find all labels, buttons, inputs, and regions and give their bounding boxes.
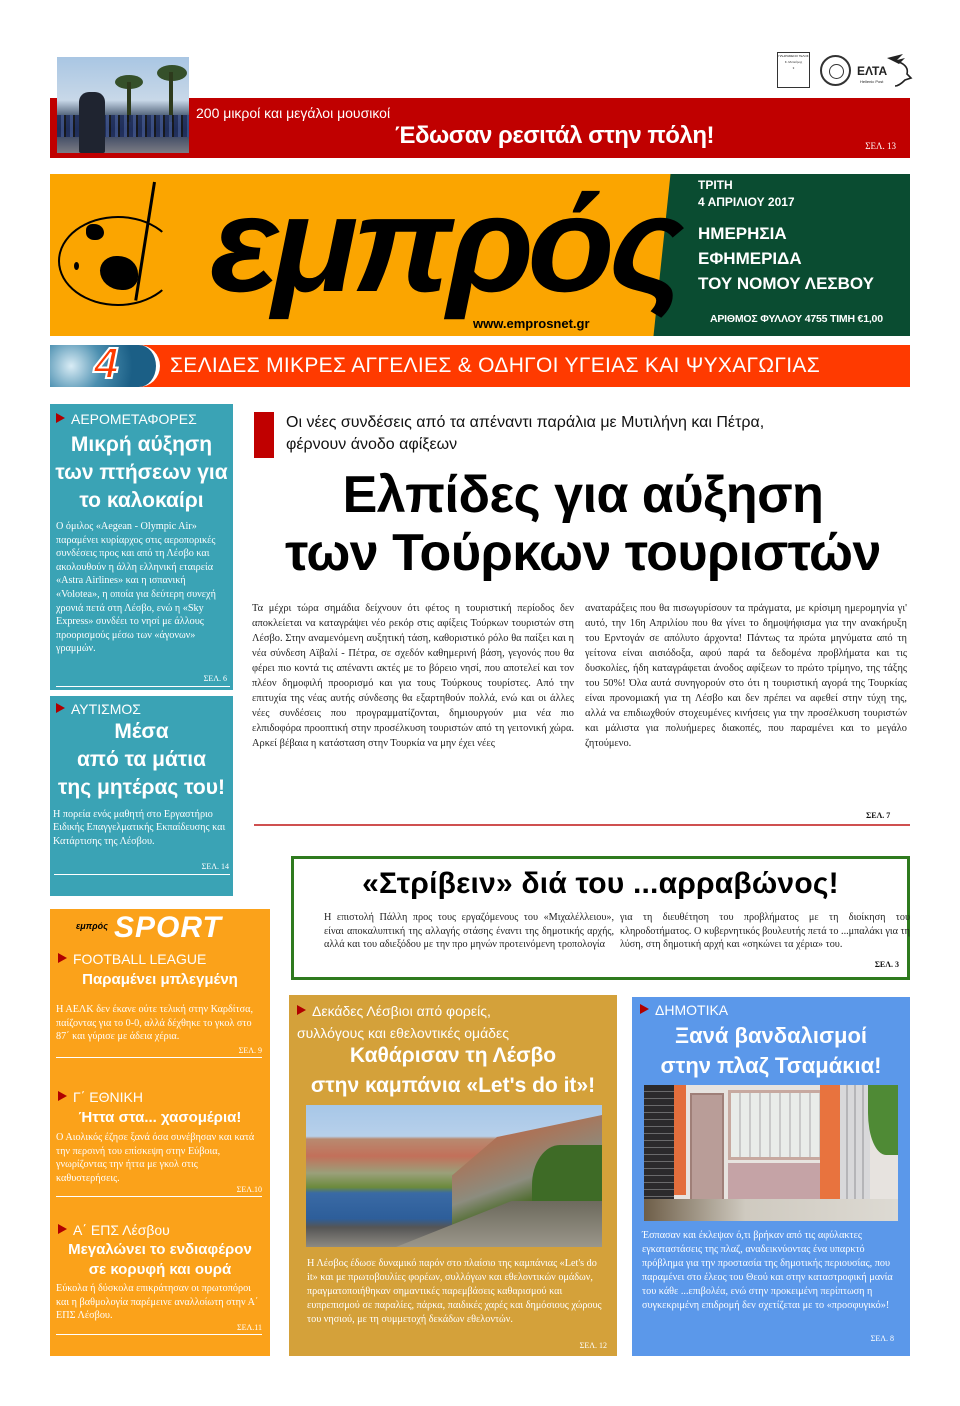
divider [56,1057,262,1058]
mithymna-coast-photo [306,1105,602,1247]
triangle-bullet-icon [58,1091,67,1101]
issue-number-price: ΑΡΙΘΜΟΣ ΦΥΛΛΟΥ 4755 ΤΙΜΗ €1,00 [710,313,883,325]
kicker-label: ΔΗΜΟΤΙΚΑ [655,1002,729,1018]
lead-headline-line: Ελπίδες για αύξηση [342,466,824,524]
page-ref: ΣΕΛ.10 [236,1185,262,1195]
newspaper-logo[interactable]: εμπρός [210,174,679,320]
headline [289,1041,617,1101]
headline-line: Ξανά βανδαλισμοί [674,1023,868,1048]
issue-date: 4 ΑΠΡΙΛΙΟΥ 2017 [698,195,795,209]
kicker [56,411,197,427]
article-body: Ο όμιλος «Aegean - Olympic Air» παραμένει κυρίαρχος στις αεροπορικές συνδέσεις προς και από τη Λέσβο και ακολουθούν η άλλη ελληνική εταιρεία «Astra Airlines» και η ισπανική «Volotea», η οποία για δεύτερη συνεχή χρονιά πετά στη Λέσβο, ενώ η «Sky Express» συνδέει το νησί με άλλους προορισμούς μέσω των «άγονων» γραμμών. [56,521,216,655]
lead-column-1: Τα μέχρι τώρα σημάδια δείχνουν ότι φέτος η τουριστική περίοδος δεν αποκλείεται να καταγράψει νέο ρεκόρ στις αφίξεις Τούρκων τουριστών στη Λέσβο. Στην αναμενόμενη αυξητική τάση, καθοριστικό ρόλο θα παίξει και η νέα σύνδεση Αϊβαλί - Πέτρα, σε σχεδόν καθημερινή βάση, γεγονός που θα φέρει πιο κοντά τις απέναντι ακτές με το βόρειο νησί, που αποτελεί και τον πλέον δημοφιλή προορισμό και για τους Τούρκους τουρίστες. Από την επιτυχία της νέας αυτής σύνδεσης θα εξαρτηθούν πολλά, ενώ και οι άλλες νέες συνδέσεις που προγραμματίζονται, δημιουργούν μια νέα πιο ελπιδοφόρα προοπτική στην προσέλκυση τουριστών από τη γειτονική χώρα. Αρκεί βέβαια η κατάσταση στην Τουρκία να μην έχει νέες [252,603,574,749]
box-headline: «Στρίβειν» διά του ...αρραβώνος! [362,867,839,900]
article-body: Εύκολα ή δύσκολα επικράτησαν οι πρωτοπόροι και η βαθμολογία παρέμεινε αναλλοίωτη στην Α΄ ΕΠΣ Λέσβου. [56,1283,259,1322]
page-ref: ΣΕΛ. 14 [201,862,229,871]
small-island-icon [74,262,79,270]
issue-day: ΤΡΙΤΗ [698,178,733,192]
headline-line: των πτήσεων για [55,461,228,484]
divider [56,1196,262,1197]
article-body: Η πορεία ενός μαθητή στο Εργαστήριο Ειδικής Επαγγελματικής Εκπαίδευσης και Κατάρτισης της Λέσβου. [53,809,226,847]
article-body: Η Λέσβος έδωσε δυναμικό παρόν στο πλαίσιο της καμπάνιας «Let's do it» και με πρωτοβουλίες φορέων, συλλόγων και εθελοντικών ομάδων, πραγματοποιήθηκαν σημαντικές παρεμβάσεις καθαρισμού και ευπρεπισμού σε παραλίες, πάρκα, παιδικές χαρές και δημόσιους χώρους του νησιού, με τη συμμετοχή δεκάδων εθελοντών. [307,1258,602,1325]
article-body: Η ΑΕΛΚ δεν έκανε ούτε τελική στην Καρδίτσα, παίζοντας για το 0-0, αλλά δέχθηκε το γκολ στο 87΄ και γύρισε με άδεια χέρια. [56,1004,254,1043]
masthead [50,174,910,336]
page-ref: ΣΕΛ. 7 [866,811,891,820]
page-ref: ΣΕΛ.11 [236,1322,262,1332]
page-ref: ΣΕΛ. 3 [874,960,899,969]
opinion-box-michalelleio[interactable] [291,856,910,980]
kicker [56,701,141,717]
headline-line: σε κορυφή και ουρά [88,1261,232,1278]
box-column-1: Η επιστολή Πάλλη προς τους εργαζόμενους του «Μιχαλέλλειου», είναι αποκαλυπτική της αλλαγής στάσης έναντι της δημοτικής αρχής, αλλά και του αδιεξόδου με την προ μηνών προτεινόμενη τροπολογία [324,912,614,951]
lead-column-2: αναταράξεις που θα πισωγυρίσουν τα πράγματα, με κρίσιμη ημερομηνία γι' αυτό, την 16η Απριλίου που θα γίνει το δημοψήφισμα για την ανακήρυξη του Ερντογάν σε απόλυτο άρχοντα! Πάντως τα πρώτα μηνύματα από τη γείτονα είναι αισιόδοξα, αφού παρά τα δεδομένα προβλήματα και τις δυσκολίες, ήδη καταγράφεται άνοδος αφίξεων το πρώτο τρίμηνο, της τάξης του 50%! Όλα αυτά συνηγορούν στο ότι η τουριστική αγορά της Τουρκίας είναι προνομιακή για τη Λέσβο και δεν πρέπει να αφεθεί στην τύχη της, αλλά να επιδιωχθούν στοχευμένες κινήσεις για την προσέλκυση τουριστών και μάλιστα για πολυήμερες διακοπές, που παραμένει και το μεγάλο ζητούμενο. [585,603,907,749]
lead-marker [254,412,274,458]
kicker-label: ΑΕΡΟΜΕΤΑΦΟΡΕΣ [71,411,197,427]
page-ref: ΣΕΛ. 12 [579,1341,607,1350]
triangle-bullet-icon [56,413,65,423]
top-teaser-kicker: 200 μικροί και μεγάλοι μουσικοί [196,105,391,121]
divider [54,874,230,875]
classifieds-banner[interactable] [50,339,910,388]
box-column-2: για τη διευθέτηση του προβλήματος με τη διοίκηση του κληροδοτήματος. Ο κυβερνητικός βουλευτής πετά το ...μπαλάκι για τη λύση, στη δημοτική αρχή και «σηκώνει τα χέρια» του. [620,912,910,951]
postage-paid-stamp [777,52,810,88]
postage-label: ΠΛΗΡΩΜΕΝΟ ΤΕΛΟΣ [778,54,809,58]
lead-headline-line: των Τούρκων τουριστών [285,524,881,582]
headline-line: το καλοκαίρι [79,489,204,512]
triangle-bullet-icon [297,1005,306,1015]
kicker-label: ΑΥΤΙΣΜΟΣ [71,701,141,717]
lead-headline[interactable] [258,466,908,582]
lemnos-island-icon [86,224,104,240]
kicker-label: FOOTBALL LEAGUE [73,951,207,967]
classifieds-text: ΣΕΛΙΔΕΣ ΜΙΚΡΕΣ ΑΓΓΕΛΙΕΣ & ΟΔΗΓΟΙ ΥΓΕΙΑΣ ΚΑΙ ΨΥΧΑΓΩΓΙΑΣ [170,354,820,377]
website-url[interactable]: www.emprosnet.gr [473,316,590,331]
lead-kicker-line: Οι νέες συνδέσεις από τα απέναντι παράλια με Μυτιλήνη και Πέτρα, [286,414,765,431]
kicker-label: Γ΄ ΕΘΝΙΚΗ [73,1089,143,1105]
headline: Παραμένει μπλεγμένη [82,971,238,988]
vandalized-beach-building-photo [644,1085,898,1221]
headline: Ήττα στα... χασομέρια! [78,1109,242,1126]
headline [632,1021,910,1081]
kicker [58,951,270,967]
sport-section [50,909,270,1356]
tagline-line-2: ΕΦΗΜΕΡΙΔΑ [698,249,802,268]
article-body: Έσπασαν και έκλεψαν ό,τι βρήκαν από τις αφύλακτες εγκαταστάσεις της πλαζ, αναδεικνύοντας ένα υπαρκτό πρόβλημα για την προστασία της δημοτικής περιουσίας, που παραμένει στο έλεος του Θεού και στην καταστροφική μανία του κάθε ...επιβολέα, ενώ στην προκειμένη περίπτωση η συγκεκριμένη επιδρομή δεν σχετίζεται με το «προσφυγικό»! [642,1230,893,1311]
headline-line: Μικρή αύξηση [70,433,213,456]
triangle-bullet-icon [58,1224,67,1234]
elta-logo: ΕΛΤΑ [857,64,888,78]
sport-small-logo: εμπρός [76,921,108,931]
sport-logo: SPORT [114,911,222,944]
headline-line: Καθάρισαν τη Λέσβο [349,1044,557,1067]
kicker [58,1089,270,1105]
kicker-line: συλλόγους και εθελοντικές ομάδες [297,1025,509,1041]
page-ref: ΣΕΛ. 6 [203,674,227,683]
hermes-head-icon [885,52,913,88]
conductor-figure [79,92,105,153]
kicker-line: Δεκάδες Λέσβιοι από φορείς, [312,1003,491,1019]
postage-office: Κ. Μυτιλήνης [784,60,803,64]
triangle-bullet-icon [58,953,67,963]
postage-number: 3 [792,66,795,70]
kicker [640,1002,728,1018]
tagline-line-3: ΤΟΥ ΝΟΜΟΥ ΛΕΣΒΟΥ [698,274,874,293]
headline-line: Μεγαλώνει το ενδιαφέρον [68,1241,252,1258]
orchestra-photo [57,57,189,153]
tagline-line-1: ΗΜΕΡΗΣΙΑ [698,224,787,243]
top-teaser-title: Έδωσαν ρεσιτάλ στην πόλη! [395,122,714,149]
sport-item-football-league[interactable] [50,951,270,1058]
headline-line: στην καμπάνια «Let's do it»! [310,1074,596,1097]
page-ref: ΣΕΛ. 8 [870,1334,894,1343]
headline-line: από τα μάτια [76,748,207,771]
kicker-label: Α΄ ΕΠΣ Λέσβου [73,1222,170,1238]
sport-item-gamma-ethniki[interactable] [50,1089,270,1197]
kicker [297,1000,509,1044]
headline [50,1240,270,1280]
divider [254,824,910,826]
kicker [58,1222,270,1238]
lead-kicker-line: φέρνουν άνοδο αφίξεων [286,436,458,453]
divider [56,1334,262,1335]
divider [56,686,230,687]
cleanup-campaign-story[interactable] [289,995,617,1356]
headline-line: Μέσα [114,720,169,743]
headline-line: στην πλαζ Τσαμάκια! [660,1053,882,1078]
round-seal-icon [820,55,851,86]
sidebar-air-transport[interactable] [50,404,233,690]
lead-kicker [286,412,764,456]
municipal-vandalism-story[interactable] [632,997,910,1356]
headline-line: της μητέρας του! [58,776,225,799]
pages-count: 4 [94,339,119,388]
elta-subtitle: Hellenic Post [860,79,884,84]
triangle-bullet-icon [640,1004,649,1014]
page-ref: ΣΕΛ. 13 [865,141,896,151]
sport-item-eps-lesvou[interactable] [50,1222,270,1335]
triangle-bullet-icon [56,703,65,713]
sidebar-autism[interactable] [50,696,233,896]
article-body: Ο Αιολικός έζησε ξανά όσα συνέβησαν και κατά την περσινή του επίσκεψη στην Εύβοια, γνωρίζοντας την ήττα με γκολ στις καθυστερήσεις. [56,1132,255,1184]
page-ref: ΣΕΛ. 9 [238,1045,262,1055]
